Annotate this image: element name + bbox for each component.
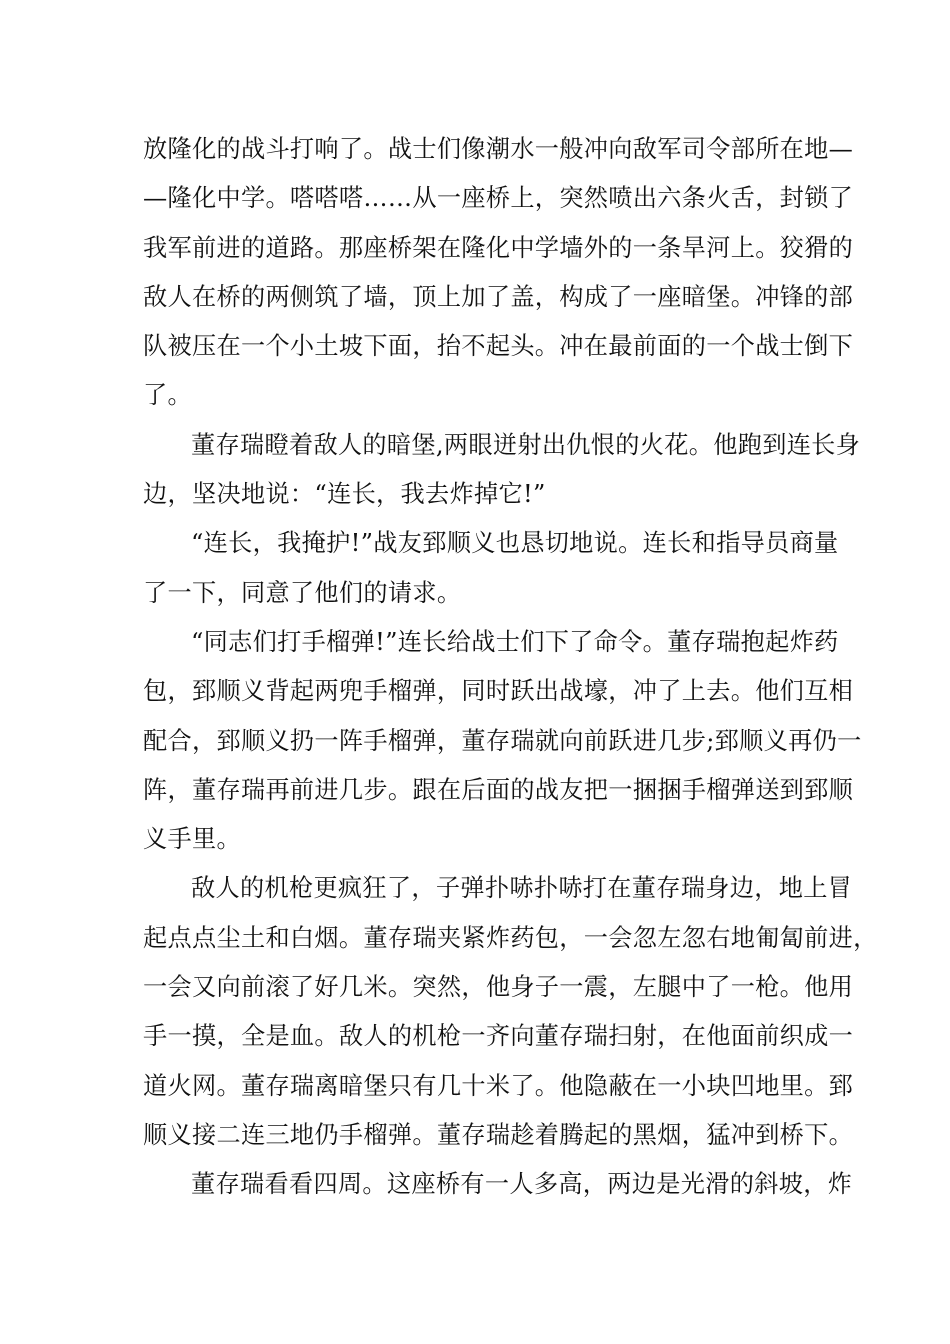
text-line: 阵，董存瑞再前进几步。跟在后面的战友把一捆捆手榴弹送到郅顺: [143, 775, 854, 804]
paragraph-first-line: “连长，我掩护!”战友郅顺义也恳切地说。连长和指导员商量: [191, 529, 839, 558]
story-text: [143, 125, 878, 1210]
text-line: 手一摸，全是血。敌人的机枪一齐向董存瑞扫射，在他面前织成一: [143, 1022, 854, 1051]
paragraph-first-line: 敌人的机枪更疯狂了，子弹扑哧扑哧打在董存瑞身边，地上冒: [191, 874, 853, 903]
text-line: 边，坚决地说：“连长，我去炸掉它!”: [143, 480, 546, 509]
text-line: 配合，郅顺义扔一阵手榴弹，董存瑞就向前跃进几步;郅顺义再仍一: [143, 726, 862, 755]
text-line: 队被压在一个小土坡下面，抬不起头。冲在最前面的一个战士倒下: [143, 332, 854, 361]
paragraph-first-line: 董存瑞看看四周。这座桥有一人多高，两边是光滑的斜坡，炸: [191, 1170, 853, 1199]
text-line: 敌人在桥的两侧筑了墙，顶上加了盖，构成了一座暗堡。冲锋的部: [143, 282, 854, 311]
text-line: 包，郅顺义背起两兜手榴弹，同时跃出战壕，冲了上去。他们互相: [143, 677, 854, 706]
text-line: 放隆化的战斗打响了。战士们像潮水一般冲向敌军司令部所在地—: [143, 135, 854, 163]
text-line: 道火网。董存瑞离暗堡只有几十米了。他隐蔽在一小块凹地里。郅: [143, 1071, 854, 1100]
paragraph-first-line: 董存瑞瞪着敌人的暗堡,两眼迸射出仇恨的火花。他跑到连长身: [191, 430, 861, 459]
text-line: 我军前进的道路。那座桥架在隆化中学墙外的一条旱河上。狡猾的: [143, 233, 854, 262]
text-line: —隆化中学。嗒嗒嗒……从一座桥上，突然喷出六条火舌，封锁了: [143, 184, 854, 213]
text-line: 了一下，同意了他们的请求。: [143, 578, 462, 607]
text-line: 顺义接二连三地仍手榴弹。董存瑞趁着腾起的黑烟，猛冲到桥下。: [143, 1120, 854, 1149]
paragraph-first-line: “同志们打手榴弹!”连长给战士们下了命令。董存瑞抱起炸药: [191, 627, 839, 656]
text-line: 义手里。: [143, 825, 241, 854]
text-line: 起点点尘土和白烟。董存瑞夹紧炸药包，一会忽左忽右地匍匐前进，: [143, 923, 878, 952]
text-line: 一会又向前滚了好几米。突然，他身子一震，左腿中了一枪。他用: [143, 973, 854, 1002]
text-line: 了。: [143, 381, 192, 410]
